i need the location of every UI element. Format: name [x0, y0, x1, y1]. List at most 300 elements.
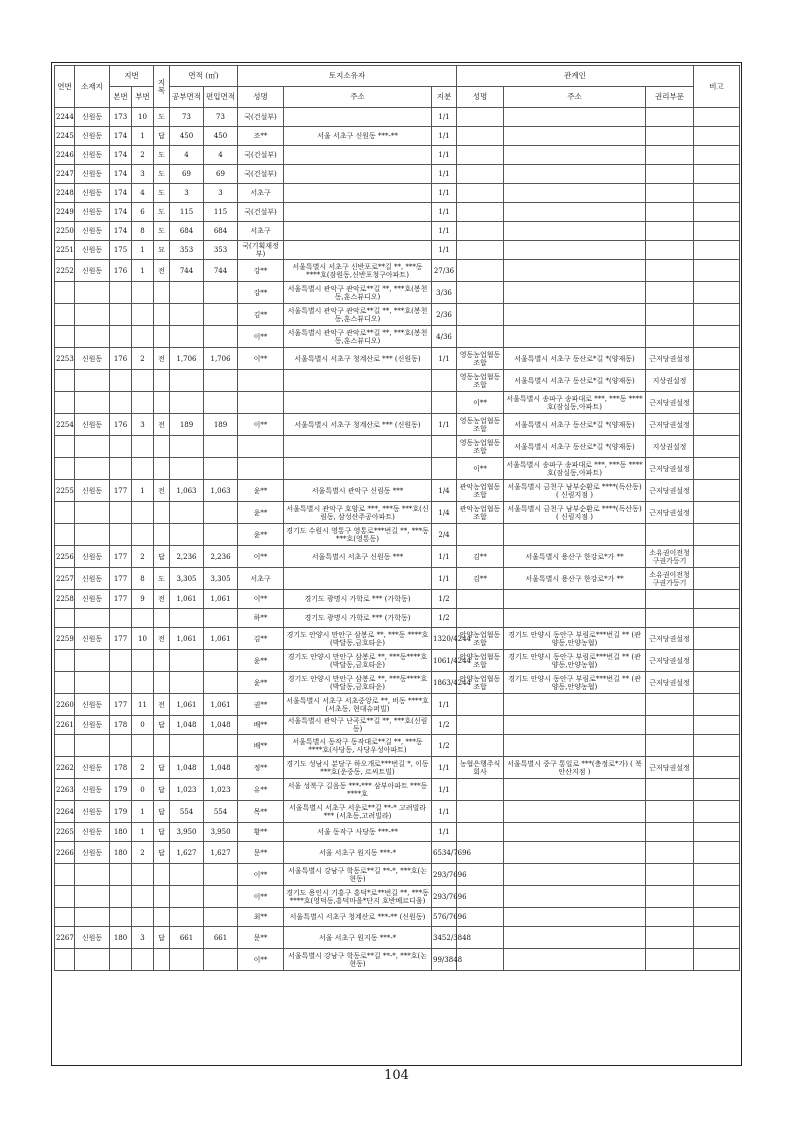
row-location: 신원동: [75, 779, 110, 801]
row-official-area: 353: [170, 241, 204, 260]
row-owner-name: 김**: [238, 628, 284, 650]
row-included-area: 115: [204, 203, 238, 222]
table-row: [55, 127, 740, 146]
row-right: [646, 694, 694, 716]
row-related-name: [457, 590, 504, 609]
row-official-area: 554: [170, 801, 204, 823]
row-right: [646, 127, 694, 146]
row-related-address: [504, 886, 646, 908]
row-land-type: [154, 672, 170, 694]
row-main-lot: [110, 304, 132, 326]
row-number: [55, 949, 75, 971]
table-row: [55, 716, 740, 735]
row-related-name: [457, 282, 504, 304]
row-owner-name: 문**: [238, 842, 284, 864]
row-right: 근저당권설정: [646, 480, 694, 502]
row-share: 1/2: [432, 716, 457, 735]
row-owner-address: [284, 436, 432, 458]
row-right: [646, 222, 694, 241]
row-land-type: [154, 524, 170, 546]
row-included-area: 1,627: [204, 842, 238, 864]
row-included-area: 353: [204, 241, 238, 260]
row-share: 1/1: [432, 165, 457, 184]
row-main-lot: 180: [110, 842, 132, 864]
row-note: [694, 609, 740, 628]
row-included-area: [204, 735, 238, 757]
row-owner-address: [284, 165, 432, 184]
table-row: [55, 546, 740, 568]
row-land-type: 전: [154, 414, 170, 436]
row-official-area: 1,063: [170, 480, 204, 502]
row-sub-lot: 3: [132, 927, 154, 949]
row-related-name: [457, 779, 504, 801]
row-number: [55, 908, 75, 927]
row-main-lot: [110, 326, 132, 348]
row-owner-address: 서울 서초구 신원동 ***-**: [284, 127, 432, 146]
row-note: [694, 348, 740, 370]
row-note: [694, 927, 740, 949]
row-right: [646, 823, 694, 842]
row-sub-lot: 3: [132, 414, 154, 436]
row-right: [646, 735, 694, 757]
row-included-area: 2,236: [204, 546, 238, 568]
row-note: [694, 436, 740, 458]
row-related-name: 안양농업협동조합: [457, 650, 504, 672]
row-included-area: 69: [204, 165, 238, 184]
row-location: 신원동: [75, 108, 110, 127]
row-number: [55, 436, 75, 458]
row-included-area: [204, 908, 238, 927]
row-location: [75, 282, 110, 304]
row-included-area: 744: [204, 260, 238, 282]
row-owner-name: 국(건설부): [238, 146, 284, 165]
row-related-address: 서울특별시 서초구 동산로*길 *(양재동): [504, 436, 646, 458]
row-land-type: 전: [154, 480, 170, 502]
row-share: 1/1: [432, 108, 457, 127]
row-main-lot: 177: [110, 480, 132, 502]
row-land-type: 답: [154, 823, 170, 842]
header-sub-lot: 부번: [132, 87, 154, 108]
row-location: [75, 304, 110, 326]
row-right: 근저당권설정: [646, 392, 694, 414]
row-number: 2245: [55, 127, 75, 146]
table-row: [55, 241, 740, 260]
row-included-area: 1,061: [204, 694, 238, 716]
row-included-area: 3: [204, 184, 238, 203]
row-included-area: 1,048: [204, 716, 238, 735]
row-number: 2251: [55, 241, 75, 260]
row-number: 2250: [55, 222, 75, 241]
table-row: [55, 108, 740, 127]
row-related-name: [457, 184, 504, 203]
row-number: [55, 650, 75, 672]
row-main-lot: 180: [110, 823, 132, 842]
row-share: 2/4: [432, 524, 457, 546]
row-right: 근저당권설정: [646, 650, 694, 672]
row-related-address: [504, 908, 646, 927]
row-owner-name: [238, 436, 284, 458]
row-included-area: [204, 864, 238, 886]
row-right: [646, 908, 694, 927]
row-related-name: [457, 304, 504, 326]
row-location: [75, 326, 110, 348]
row-included-area: 73: [204, 108, 238, 127]
row-owner-name: 권**: [238, 694, 284, 716]
row-sub-lot: [132, 436, 154, 458]
row-related-address: [504, 927, 646, 949]
row-note: [694, 694, 740, 716]
row-location: 신원동: [75, 628, 110, 650]
row-location: [75, 436, 110, 458]
row-location: 신원동: [75, 222, 110, 241]
row-share: 1/1: [432, 568, 457, 590]
row-official-area: 1,061: [170, 628, 204, 650]
row-land-type: [154, 436, 170, 458]
row-land-type: 답: [154, 927, 170, 949]
row-owner-address: 서울특별시 관악구 신림동 ***: [284, 480, 432, 502]
row-related-address: [504, 864, 646, 886]
row-related-address: [504, 203, 646, 222]
row-land-type: [154, 304, 170, 326]
row-sub-lot: [132, 949, 154, 971]
table-row: [55, 801, 740, 823]
row-land-type: [154, 458, 170, 480]
row-official-area: [170, 609, 204, 628]
row-official-area: [170, 524, 204, 546]
row-official-area: 1,061: [170, 590, 204, 609]
row-location: 신원동: [75, 260, 110, 282]
row-owner-name: [238, 370, 284, 392]
row-right: [646, 864, 694, 886]
row-note: [694, 458, 740, 480]
row-owner-name: 문**: [238, 927, 284, 949]
table-row: [55, 304, 740, 326]
row-included-area: [204, 650, 238, 672]
row-main-lot: 174: [110, 222, 132, 241]
row-official-area: [170, 326, 204, 348]
row-number: [55, 609, 75, 628]
row-share: 1/1: [432, 801, 457, 823]
row-land-type: 전: [154, 260, 170, 282]
row-main-lot: 177: [110, 546, 132, 568]
row-official-area: 684: [170, 222, 204, 241]
row-main-lot: [110, 458, 132, 480]
row-owner-address: 서울특별시 관악구 관악로**길 **, ***호(봉천동,훈스뷰디오): [284, 326, 432, 348]
row-note: [694, 650, 740, 672]
row-official-area: [170, 282, 204, 304]
row-related-name: 안양농업협동조합: [457, 628, 504, 650]
row-share: 1/1: [432, 222, 457, 241]
row-note: [694, 480, 740, 502]
header-owner-address: 주소: [284, 87, 432, 108]
row-owner-address: 서울특별시 관악구 호암로 ***, ***동 ***호(신림동, 삼성산주공아파트): [284, 502, 432, 524]
table-row: [55, 650, 740, 672]
row-note: [694, 502, 740, 524]
row-main-lot: [110, 502, 132, 524]
row-owner-name: 최**: [238, 908, 284, 927]
row-right: [646, 282, 694, 304]
table-row: [55, 735, 740, 757]
row-note: [694, 823, 740, 842]
row-owner-name: 하**: [238, 609, 284, 628]
row-related-name: 농협은행주식회사: [457, 757, 504, 779]
row-official-area: 3: [170, 184, 204, 203]
row-share: 1/1: [432, 546, 457, 568]
row-owner-address: [284, 146, 432, 165]
row-note: [694, 590, 740, 609]
row-location: [75, 864, 110, 886]
row-owner-name: 윤**: [238, 672, 284, 694]
row-owner-name: 조**: [238, 127, 284, 146]
row-included-area: 1,048: [204, 757, 238, 779]
row-owner-address: 서울특별시 관악구 관악로**길 **, ***호(봉천동,훈스뷰디오): [284, 282, 432, 304]
row-main-lot: 176: [110, 414, 132, 436]
row-official-area: [170, 672, 204, 694]
row-right: [646, 842, 694, 864]
row-main-lot: 174: [110, 184, 132, 203]
row-land-type: 답: [154, 801, 170, 823]
row-number: 2259: [55, 628, 75, 650]
table-row: [55, 949, 740, 971]
header-share: 지분: [432, 87, 457, 108]
row-included-area: [204, 304, 238, 326]
row-main-lot: 176: [110, 348, 132, 370]
row-right: [646, 590, 694, 609]
row-included-area: 554: [204, 801, 238, 823]
row-share: 6534/7696: [432, 842, 457, 864]
row-official-area: 2,236: [170, 546, 204, 568]
row-main-lot: [110, 672, 132, 694]
row-location: 신원동: [75, 568, 110, 590]
row-number: [55, 370, 75, 392]
row-sub-lot: [132, 392, 154, 414]
row-sub-lot: 2: [132, 842, 154, 864]
row-land-type: [154, 370, 170, 392]
row-share: 1/1: [432, 184, 457, 203]
row-owner-name: 이**: [238, 414, 284, 436]
row-related-name: [457, 146, 504, 165]
row-right: 근저당권설정: [646, 348, 694, 370]
row-right: [646, 801, 694, 823]
row-related-address: [504, 127, 646, 146]
row-note: [694, 568, 740, 590]
row-related-address: 경기도 안양시 동안구 부림로***번길 ** (관양동,안양농협): [504, 672, 646, 694]
row-main-lot: [110, 524, 132, 546]
row-number: [55, 502, 75, 524]
row-sub-lot: 0: [132, 779, 154, 801]
row-related-address: [504, 241, 646, 260]
row-related-address: 서울특별시 중구 통일로 ***(충정로*가) ( 북안산지점 ): [504, 757, 646, 779]
row-location: 신원동: [75, 146, 110, 165]
row-land-type: [154, 609, 170, 628]
row-sub-lot: 1: [132, 801, 154, 823]
row-included-area: 661: [204, 927, 238, 949]
row-owner-address: [284, 184, 432, 203]
row-share: 293/7696: [432, 886, 457, 908]
row-included-area: 4: [204, 146, 238, 165]
row-owner-address: 경기도 안양시 만안구 삼봉로 **, ***동 ****호 (박달동,금호타운): [284, 628, 432, 650]
row-share: 1863/4244: [432, 672, 457, 694]
table-row: [55, 628, 740, 650]
row-related-address: [504, 146, 646, 165]
row-included-area: 3,305: [204, 568, 238, 590]
row-share: 1/1: [432, 757, 457, 779]
row-location: [75, 370, 110, 392]
header-owner: 토지소유자: [238, 66, 457, 87]
row-location: [75, 392, 110, 414]
row-note: [694, 628, 740, 650]
row-location: 신원동: [75, 348, 110, 370]
header-official-area: 공부면적: [170, 87, 204, 108]
row-land-type: [154, 392, 170, 414]
row-related-address: [504, 184, 646, 203]
row-share: [432, 392, 457, 414]
row-official-area: [170, 908, 204, 927]
row-owner-name: 윤**: [238, 480, 284, 502]
row-related-name: [457, 222, 504, 241]
table-row: [55, 326, 740, 348]
row-owner-address: 경기도 광명시 가학로 *** (가학동): [284, 590, 432, 609]
row-related-address: 서울특별시 서초구 동산로*길 *(양재동): [504, 414, 646, 436]
row-related-address: [504, 842, 646, 864]
row-related-name: 영동농업협동조합: [457, 436, 504, 458]
table-row: [55, 927, 740, 949]
row-right: [646, 609, 694, 628]
row-share: 1320/4244: [432, 628, 457, 650]
row-related-address: [504, 609, 646, 628]
row-main-lot: 178: [110, 716, 132, 735]
row-right: [646, 184, 694, 203]
row-related-name: 관악농업협동조합: [457, 502, 504, 524]
row-right: [646, 304, 694, 326]
table-row: [55, 184, 740, 203]
row-land-type: 답: [154, 546, 170, 568]
row-share: 1/4: [432, 502, 457, 524]
row-related-name: 영동농업협동조합: [457, 370, 504, 392]
header-related-name: 성명: [457, 87, 504, 108]
row-related-name: [457, 735, 504, 757]
table-row: [55, 757, 740, 779]
row-owner-address: 서울특별시 동작구 동작대로**길 **, ***동 ****호(사당동, 사당우성아파트): [284, 735, 432, 757]
row-sub-lot: 4: [132, 184, 154, 203]
row-related-address: [504, 222, 646, 241]
table-row: [55, 458, 740, 480]
row-land-type: [154, 282, 170, 304]
header-location: 소재지: [75, 66, 110, 108]
row-land-type: 도: [154, 146, 170, 165]
row-official-area: [170, 436, 204, 458]
row-owner-address: 서울특별시 서초구 신원동 ***: [284, 546, 432, 568]
row-included-area: 1,706: [204, 348, 238, 370]
row-related-name: 안양농업협동조합: [457, 672, 504, 694]
table-row: [55, 282, 740, 304]
row-related-name: [457, 203, 504, 222]
row-land-type: 도: [154, 108, 170, 127]
row-location: 신원동: [75, 184, 110, 203]
table-row: [55, 392, 740, 414]
row-owner-address: 서울특별시 강남구 학동로**길 **-*, ***호(논현동): [284, 864, 432, 886]
row-note: [694, 370, 740, 392]
row-owner-name: 이**: [238, 590, 284, 609]
row-owner-address: 서울특별시 서초구 청계산로 ***-** (신원동): [284, 908, 432, 927]
row-related-name: [457, 949, 504, 971]
row-main-lot: 173: [110, 108, 132, 127]
row-right: 근저당권설정: [646, 502, 694, 524]
row-related-address: 서울특별시 용산구 한강로*가 **: [504, 546, 646, 568]
row-related-address: 서울특별시 서초구 동산로*길 *(양재동): [504, 348, 646, 370]
row-number: 2267: [55, 927, 75, 949]
row-land-type: [154, 864, 170, 886]
row-included-area: 1,061: [204, 628, 238, 650]
row-related-address: [504, 801, 646, 823]
row-official-area: [170, 864, 204, 886]
table-row: [55, 260, 740, 282]
row-land-type: 전: [154, 628, 170, 650]
row-land-type: [154, 650, 170, 672]
row-main-lot: 174: [110, 127, 132, 146]
row-official-area: 115: [170, 203, 204, 222]
row-related-name: [457, 716, 504, 735]
table-row: [55, 146, 740, 165]
row-related-name: 영동농업협동조합: [457, 348, 504, 370]
row-right: [646, 326, 694, 348]
header-no: 연번: [55, 66, 75, 108]
row-number: [55, 864, 75, 886]
row-right: 근저당권설정: [646, 628, 694, 650]
row-related-address: 서울특별시 금천구 남부순환로 ****(독산동) ( 신림지점 ): [504, 502, 646, 524]
row-related-address: [504, 716, 646, 735]
row-official-area: [170, 392, 204, 414]
row-main-lot: [110, 392, 132, 414]
row-included-area: 3,950: [204, 823, 238, 842]
row-official-area: 73: [170, 108, 204, 127]
row-land-type: 전: [154, 590, 170, 609]
row-owner-name: 국(건설부): [238, 203, 284, 222]
row-sub-lot: [132, 735, 154, 757]
row-number: 2254: [55, 414, 75, 436]
row-related-address: 서울특별시 송파구 송파대로 ***, ***동 ****호(잠실동,아파트): [504, 458, 646, 480]
row-sub-lot: 10: [132, 108, 154, 127]
row-note: [694, 672, 740, 694]
row-right: [646, 260, 694, 282]
row-right: [646, 108, 694, 127]
row-share: 293/7696: [432, 864, 457, 886]
row-sub-lot: 8: [132, 222, 154, 241]
row-right: [646, 241, 694, 260]
row-related-name: [457, 801, 504, 823]
row-number: [55, 735, 75, 757]
row-related-address: [504, 590, 646, 609]
row-note: [694, 184, 740, 203]
row-official-area: [170, 502, 204, 524]
row-note: [694, 222, 740, 241]
row-main-lot: 177: [110, 568, 132, 590]
table-row: [55, 480, 740, 502]
row-sub-lot: [132, 886, 154, 908]
row-note: [694, 908, 740, 927]
row-location: 신원동: [75, 546, 110, 568]
row-sub-lot: [132, 524, 154, 546]
row-owner-name: 이**: [238, 886, 284, 908]
row-owner-address: 서울특별시 강남구 학동로**길 **-*, ***호(논현동): [284, 949, 432, 971]
row-sub-lot: 8: [132, 568, 154, 590]
row-number: 2248: [55, 184, 75, 203]
table-row: [55, 864, 740, 886]
row-right: [646, 927, 694, 949]
row-share: 1/2: [432, 609, 457, 628]
row-note: [694, 282, 740, 304]
row-official-area: 1,023: [170, 779, 204, 801]
